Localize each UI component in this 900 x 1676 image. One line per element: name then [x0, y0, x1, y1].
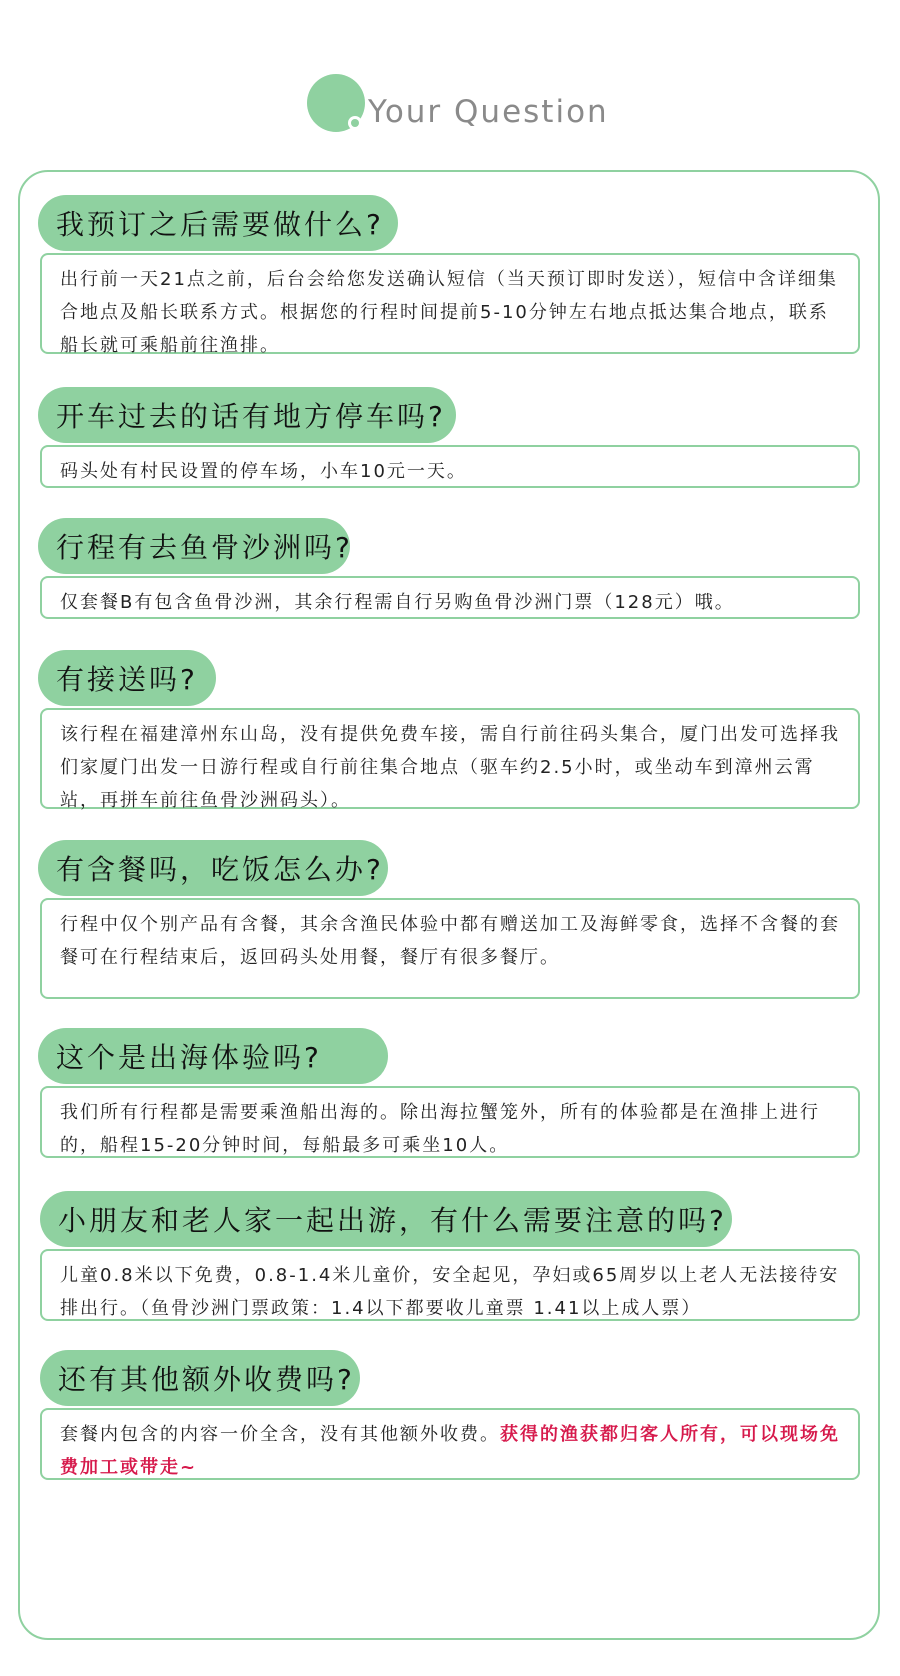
faq-question-6: 这个是出海体验吗?	[38, 1028, 388, 1084]
faq-question-8: 还有其他额外收费吗?	[40, 1350, 360, 1406]
faq-answer-1: 出行前一天21点之前，后台会给您发送确认短信（当天预订即时发送），短信中含详细集合地点及船长联系方式。根据您的行程时间提前5-10分钟左右地点抵达集合地点，联系船长就可乘船前往渔排。	[40, 253, 860, 354]
faq-answer-8-text: 套餐内包含的内容一价全含，没有其他额外收费。	[60, 1424, 500, 1445]
q-bubble-tail-dot	[351, 119, 359, 127]
page-header	[0, 60, 900, 135]
faq-question-5: 有含餐吗，吃饭怎么办?	[38, 840, 388, 896]
page-title: Your Question	[368, 94, 609, 130]
faq-answer-4: 该行程在福建漳州东山岛，没有提供免费车接，需自行前往码头集合，厦门出发可选择我们家厦门出发一日游行程或自行前往集合地点（驱车约2.5小时，或坐动车到漳州云霄站，再拼车前往鱼骨沙洲码头）。	[40, 708, 860, 809]
faq-answer-3: 仅套餐B有包含鱼骨沙洲，其余行程需自行另购鱼骨沙洲门票（128元）哦。	[40, 576, 860, 619]
faq-question-4: 有接送吗?	[38, 650, 216, 706]
faq-answer-5: 行程中仅个别产品有含餐，其余含渔民体验中都有赠送加工及海鲜零食，选择不含餐的套餐可在行程结束后，返回码头处用餐，餐厅有很多餐厅。	[40, 898, 860, 999]
faq-answer-8	[40, 1408, 860, 1480]
faq-answer-8-highlight: 获得的渔获都归客人所有，可以现场免费加工或带走~	[60, 1424, 840, 1478]
faq-question-3: 行程有去鱼骨沙洲吗?	[38, 518, 350, 574]
faq-answer-7: 儿童0.8米以下免费，0.8-1.4米儿童价，安全起见，孕妇或65周岁以上老人无法接待安排出行。（鱼骨沙洲门票政策：1.4以下都要收儿童票 1.41以上成人票）	[40, 1249, 860, 1321]
faq-question-1: 我预订之后需要做什么?	[38, 195, 398, 251]
faq-question-2: 开车过去的话有地方停车吗?	[38, 387, 456, 443]
faq-answer-2: 码头处有村民设置的停车场，小车10元一天。	[40, 445, 860, 488]
faq-answer-6: 我们所有行程都是需要乘渔船出海的。除出海拉蟹笼外，所有的体验都是在渔排上进行的，船程15-20分钟时间，每船最多可乘坐10人。	[40, 1086, 860, 1158]
faq-question-7: 小朋友和老人家一起出游，有什么需要注意的吗?	[40, 1191, 732, 1247]
